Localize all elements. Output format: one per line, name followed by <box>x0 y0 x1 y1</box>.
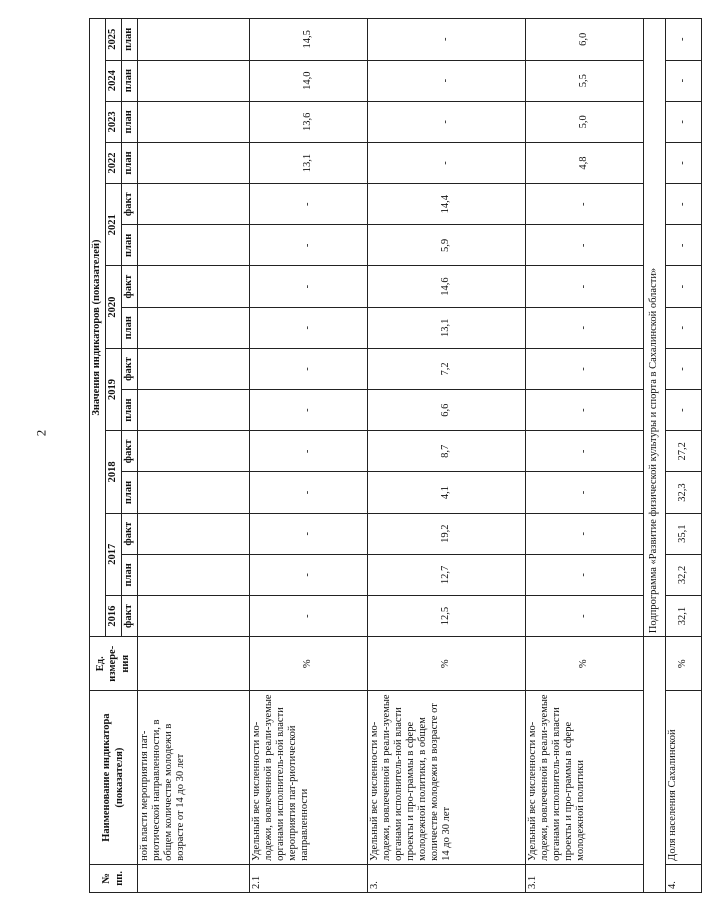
value-cell: - <box>666 142 702 183</box>
header-fact: факт <box>122 266 138 307</box>
value-cell: - <box>526 225 644 266</box>
value-cell <box>138 431 250 472</box>
value-cell: - <box>666 225 702 266</box>
value-cell: 12,5 <box>368 595 526 636</box>
value-cell <box>138 513 250 554</box>
header-plan: план <box>122 390 138 431</box>
value-cell: - <box>666 19 702 61</box>
header-plan: план <box>122 554 138 595</box>
header-fact: факт <box>122 595 138 636</box>
header-fact: факт <box>122 431 138 472</box>
value-cell: - <box>526 513 644 554</box>
unit-cell: % <box>250 637 368 691</box>
header-year: 2019 <box>106 348 122 430</box>
value-cell: - <box>250 472 368 513</box>
value-cell: 4,1 <box>368 472 526 513</box>
header-year: 2021 <box>106 184 122 266</box>
value-cell: 14,0 <box>250 60 368 101</box>
indicator-name: Удельный вес численности мо-лодежи, вовлеченной в реали-зуемые органами исполнитель-ной власти проекты и про-граммы в сфере молодежной политики, в общем количестве молодежи в возрасте от 14 до 30 лет <box>368 691 526 864</box>
value-cell: 5,9 <box>368 225 526 266</box>
unit-cell: % <box>368 637 526 691</box>
value-cell: - <box>250 307 368 348</box>
row-number: 3. <box>368 864 526 892</box>
indicator-name: ной власти мероприятия пат-риотической направленности, в общем количестве молодежи в возрасте от 14 до 30 лет <box>138 691 250 864</box>
table-row <box>250 19 368 893</box>
header-year: 2017 <box>106 513 122 595</box>
value-cell: - <box>368 19 526 61</box>
value-cell: - <box>666 307 702 348</box>
value-cell: - <box>368 101 526 142</box>
value-cell <box>138 19 250 61</box>
value-cell <box>138 184 250 225</box>
value-cell: 13,1 <box>368 307 526 348</box>
value-cell: 32,2 <box>666 554 702 595</box>
value-cell <box>138 307 250 348</box>
value-cell: 12,7 <box>368 554 526 595</box>
row-number: 4. <box>666 864 702 892</box>
subprogram-title: Подпрограмма «Развитие физической культуры и спорта в Сахалинской области» <box>644 19 666 637</box>
value-cell: 6,0 <box>526 19 644 61</box>
header-year: 2022 <box>106 142 122 183</box>
value-cell: - <box>250 390 368 431</box>
value-cell: - <box>250 431 368 472</box>
value-cell: - <box>666 60 702 101</box>
value-cell <box>138 225 250 266</box>
indicator-name: Доля населения Сахалинской <box>666 691 702 864</box>
value-cell: 27,2 <box>666 431 702 472</box>
value-cell: - <box>526 595 644 636</box>
value-cell: 13,6 <box>250 101 368 142</box>
table-row <box>526 19 644 893</box>
value-cell: - <box>250 184 368 225</box>
header-plan: план <box>122 472 138 513</box>
value-cell <box>138 390 250 431</box>
header-plan: план <box>122 142 138 183</box>
value-cell <box>138 60 250 101</box>
header-plan: план <box>122 19 138 61</box>
value-cell <box>138 595 250 636</box>
header-name: Наименование индикатора (показателя) <box>90 691 138 864</box>
header-plan: план <box>122 60 138 101</box>
header-num: № пп. <box>90 864 138 892</box>
indicator-name: Удельный вес численности мо-лодежи, вовлеченной в реали-зуемые органами исполнитель-ной власти проекты и про-граммы в сфере молодежной политики <box>526 691 644 864</box>
subprogram-spacer <box>644 637 666 893</box>
row-number: 3.1 <box>526 864 644 892</box>
value-cell: - <box>250 595 368 636</box>
value-cell: - <box>526 348 644 389</box>
row-number: 2.1 <box>250 864 368 892</box>
header-year: 2025 <box>106 19 122 61</box>
value-cell: - <box>666 266 702 307</box>
header-fact: факт <box>122 348 138 389</box>
value-cell: 4,8 <box>526 142 644 183</box>
indicators-table-wrapper <box>89 18 689 893</box>
table-body <box>138 19 702 893</box>
value-cell: 8,7 <box>368 431 526 472</box>
header-values-group: Значения индикаторов (показателей) <box>90 19 106 637</box>
value-cell: 19,2 <box>368 513 526 554</box>
header-unit: Ед. измере-ния <box>90 637 138 691</box>
table-row <box>368 19 526 893</box>
value-cell: 32,1 <box>666 595 702 636</box>
value-cell: 32,3 <box>666 472 702 513</box>
value-cell: - <box>526 307 644 348</box>
value-cell: 7,2 <box>368 348 526 389</box>
value-cell: - <box>250 554 368 595</box>
header-year: 2016 <box>106 595 122 636</box>
value-cell: - <box>250 225 368 266</box>
row-number <box>138 864 250 892</box>
subprogram-row <box>644 19 666 893</box>
unit-cell <box>138 637 250 691</box>
value-cell: 14,6 <box>368 266 526 307</box>
unit-cell: % <box>526 637 644 691</box>
value-cell: 35,1 <box>666 513 702 554</box>
value-cell: 5,0 <box>526 101 644 142</box>
value-cell: - <box>250 348 368 389</box>
value-cell: - <box>368 142 526 183</box>
header-year: 2023 <box>106 101 122 142</box>
value-cell <box>138 472 250 513</box>
value-cell <box>138 554 250 595</box>
header-plan: план <box>122 225 138 266</box>
header-year: 2020 <box>106 266 122 348</box>
value-cell: 13,1 <box>250 142 368 183</box>
value-cell: - <box>250 513 368 554</box>
table-row <box>666 19 702 893</box>
value-cell <box>138 348 250 389</box>
indicators-table <box>89 18 702 893</box>
table-row <box>138 19 250 893</box>
value-cell: - <box>666 101 702 142</box>
header-fact: факт <box>122 184 138 225</box>
page-number: 2 <box>33 429 49 437</box>
value-cell <box>138 101 250 142</box>
value-cell: - <box>526 431 644 472</box>
value-cell: - <box>666 348 702 389</box>
value-cell: - <box>526 184 644 225</box>
value-cell: - <box>526 266 644 307</box>
unit-cell: % <box>666 637 702 691</box>
value-cell: - <box>666 184 702 225</box>
value-cell: - <box>666 390 702 431</box>
header-fact: факт <box>122 513 138 554</box>
value-cell: - <box>526 472 644 513</box>
value-cell: 5,5 <box>526 60 644 101</box>
value-cell: 6,6 <box>368 390 526 431</box>
value-cell: - <box>526 390 644 431</box>
header-plan: план <box>122 307 138 348</box>
value-cell: 14,4 <box>368 184 526 225</box>
value-cell: - <box>526 554 644 595</box>
value-cell: - <box>250 266 368 307</box>
value-cell <box>138 266 250 307</box>
value-cell: 14,5 <box>250 19 368 61</box>
value-cell <box>138 142 250 183</box>
value-cell: - <box>368 60 526 101</box>
indicator-name: Удельный вес численности мо-лодежи, вовлеченной в реали-зуемые органами исполнитель-ной власти мероприятия пат-риотической направленности <box>250 691 368 864</box>
header-year: 2024 <box>106 60 122 101</box>
header-year: 2018 <box>106 431 122 513</box>
header-plan: план <box>122 101 138 142</box>
